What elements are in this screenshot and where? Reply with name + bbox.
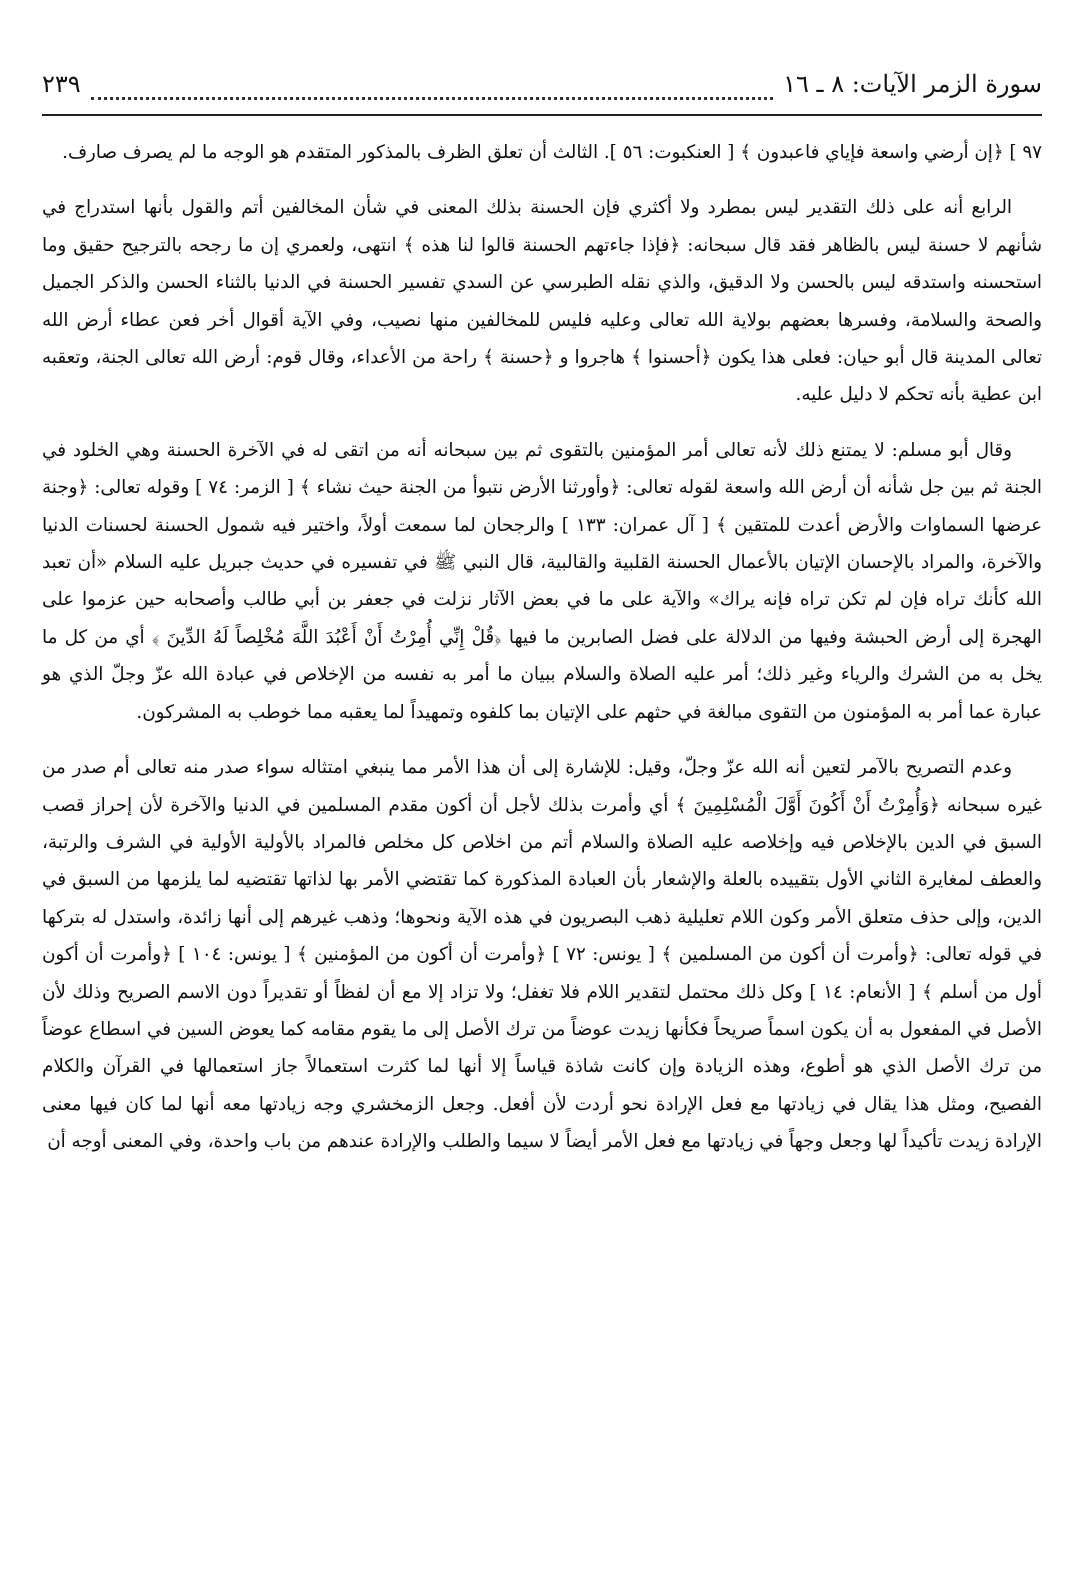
paragraph-3: وقال أبو مسلم: لا يمتنع ذلك لأنه تعالى أمر المؤمنين بالتقوى ثم بين سبحانه أنه من اتقى له في الآخرة الحسنة وهي الخلود في الجنة ثم بين جل شأنه أن أرض الله واسعة لقوله تعالى: ﴿وأورثنا الأرض نتبوأ من الجنة حيث نشاء ﴾ [ الزمر: ٧٤ ] وقوله تعالى: ﴿وجنة عرضها السماوات والأرض أعدت للمتقين ﴾ [ آل عمران: ١٣٣ ] والرجحان لما سمعت أولاً، واختير فيه شمول الحسنة لحسنات الدنيا والآخرة، والمراد بالإحسان الإتيان بالأعمال الحسنة القلبية والقالبية، قال النبي ﷺ في تفسيره في حديث جبريل عليه السلام «أن تعبد الله كأنك تراه فإن لم تكن تراه فإنه يراك» والآية على ما في بعض الآثار نزلت في جعفر بن أبي طالب وأصحابه حين عزموا على الهجرة إلى أرض الحبشة وفيها من الدلالة على فضل الصابرين ما فيها ﴿قُلْ إِنِّي أُمِرْتُ أَنْ أَعْبُدَ اللَّهَ مُخْلِصاً لَهُ الدِّينَ ﴾ أي من كل ما يخل به من الشرك والرياء وغير ذلك؛ أمر عليه الصلاة والسلام ببيان ما أمر به نفسه من الإخلاص في عبادة الله عزّ وجلّ الذي هو عبارة عما أمر به المؤمنون من التقوى مبالغة في حثهم على الإتيان بما كلفوه وتمهيداً لما يعقبه مما خوطب به المشركون.: [42, 439, 1042, 723]
page: [42, 70, 1042, 1563]
paragraph-1: ٩٧ ] ﴿إن أرضي واسعة فإياي فاعبدون ﴾ [ العنكبوت: ٥٦ ]. الثالث أن تعلق الظرف بالمذكور المتقدم هو الوجه ما لم يصرف صارف.: [62, 142, 1042, 163]
page-number: ٢٣٩: [42, 70, 81, 98]
header-title: سورة الزمر الآيات: ٨ ـ ١٦: [783, 70, 1042, 98]
header-dot-leader: [91, 85, 773, 100]
paragraph-2: الرابع أنه على ذلك التقدير ليس بمطرد ولا أكثري فإن الحسنة بذلك المعنى في شأن المخالفين أتم والقول بأنها استدراج في شأنهم لا حسنة ليس بالظاهر فقد قال سبحانه: ﴿فإذا جاءتهم الحسنة قالوا لنا هذه ﴾ انتهى، ولعمري إن ما رجحه بالترجيح حقيق وما استحسنه واستدقه ليس بالحسن ولا الدقيق، والذي نقله الطبرسي عن السدي تفسير الحسنة في الدنيا بالثناء الحسن والذكر الجميل والصحة والسلامة، وفسرها بعضهم بولاية الله تعالى وعليه فليس للمخالفين منها نصيب، وفي الآية أقوال أخر فعن عطاء أرض الله تعالى المدينة قال أبو حيان: فعلى هذا يكون ﴿أحسنوا ﴾ هاجروا و ﴿حسنة ﴾ راحة من الأعداء، وقال قوم: أرض الله تعالى الجنة، وتعقبه ابن عطية بأنه تحكم لا دليل عليه.: [42, 197, 1042, 406]
running-header: [42, 70, 1042, 116]
paragraph-4: وعدم التصريح بالآمر لتعين أنه الله عزّ وجلّ، وقيل: للإشارة إلى أن هذا الأمر مما ينبغي امتثاله سواء صدر منه تعالى أم صدر من غيره سبحانه ﴿وَأُمِرْتُ أَنْ أَكُونَ أَوَّلَ الْمُسْلِمِينَ ﴾ أي وأمرت بذلك لأجل أن أكون مقدم المسلمين في الدنيا والآخرة لأن إحراز قصب السبق في الدين بالإخلاص فيه وإخلاصه عليه الصلاة والسلام أتم من اخلاص كل مخلص فالمراد بالأولية الأولية في الشرف والرتبة، والعطف لمغايرة الثاني الأول بتقييده بالعلة والإشعار بأن العبادة المذكورة كما تقتضي الأمر بها لذاتها تقتضيه لما يلزمها من السبق في الدين، وإلى حذف متعلق الأمر وكون اللام تعليلية ذهب البصريون في هذه الآية ونحوها؛ وذهب غيرهم إلى أنها زائدة، واستدل له بتركها في قوله تعالى: ﴿وأمرت أن أكون من المسلمين ﴾ [ يونس: ٧٢ ] ﴿وأمرت أن أكون من المؤمنين ﴾ [ يونس: ١٠٤ ] ﴿وأمرت أن أكون أول من أسلم ﴾ [ الأنعام: ١٤ ] وكل ذلك محتمل لتقدير اللام فلا تغفل؛ ولا تزاد إلا مع أن لفظاً أو تقديراً دون الاسم الصريح وذلك لأن الأصل في المفعول به أن يكون اسماً صريحاً فكأنها زيدت عوضاً من ترك الأصل إلى ما يقوم مقامه كما يعوض السين في اسطاع عوضاً من ترك الأصل الذي هو أطوع، وهذه الزيادة وإن كانت شاذة قياساً إلا أنها لما كثرت استعمالاً جاز استعمالها في القرآن والكلام الفصيح، ومثل هذا يقال في زيادتها مع فعل الإرادة نحو أردت لأن أفعل. وجعل الزمخشري وجه زيادتها معه أنها لما كان فيها معنى الإرادة زيدت تأكيداً لها وجعل وجهاً في زيادتها مع فعل الأمر أيضاً لا سيما والطلب والإرادة عندهم من باب واحدة، وفي المعنى أوجه أن: [42, 757, 1042, 1153]
